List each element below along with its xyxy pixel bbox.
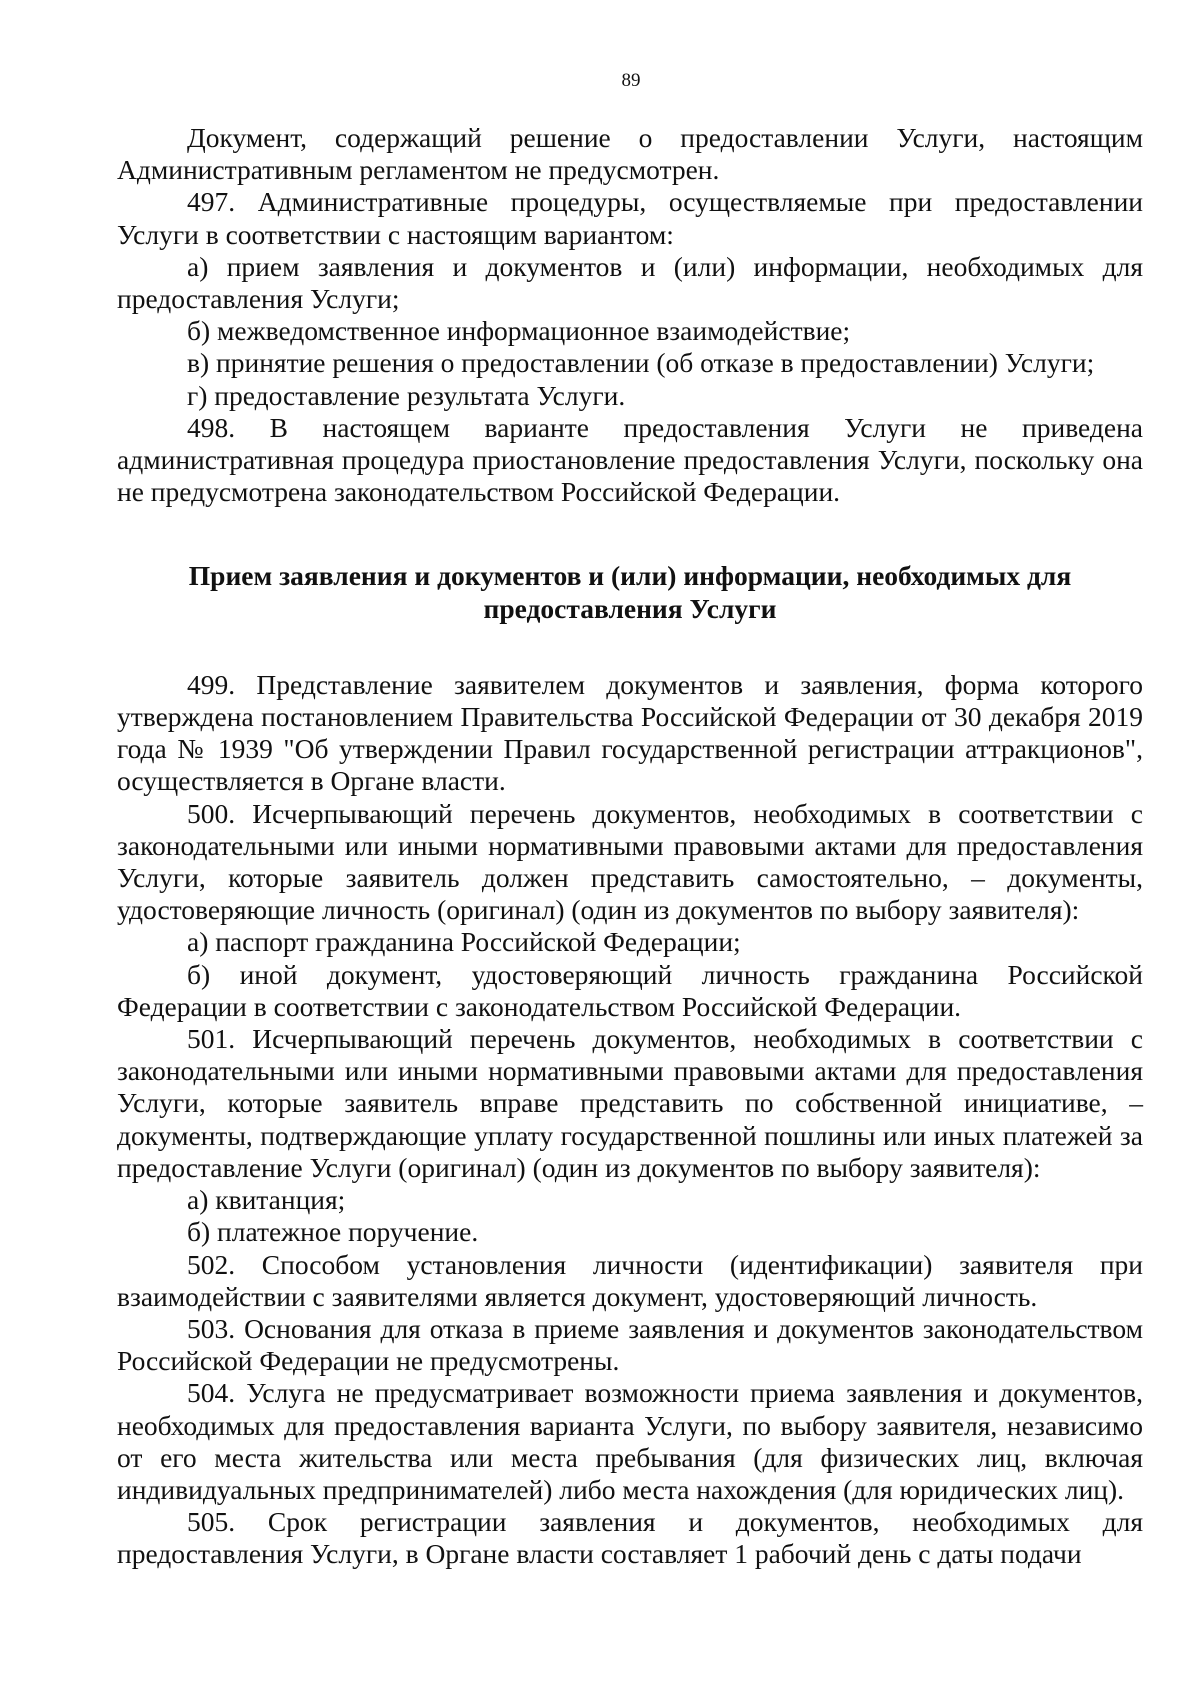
document-body: [117, 122, 1143, 1571]
paragraph: Документ, содержащий решение о предоставлении Услуги, настоящим Административным регламентом не предусмотрен.: [117, 122, 1143, 186]
paragraph: 501. Исчерпывающий перечень документов, необходимых в соответствии с законодательными или иными нормативными правовыми актами для предоставления Услуги, которые заявитель вправе представить по собственной инициативе, – документы, подтверждающие уплату государственной пошлины или иных платежей за предоставление Услуги (оригинал) (один из документов по выбору заявителя):: [117, 1023, 1143, 1183]
paragraph: 499. Представление заявителем документов и заявления, форма которого утверждена постановлением Правительства Российской Федерации от 30 декабря 2019 года № 1939 "Об утверждении Правил государственной регистрации аттракционов", осуществляется в Органе власти.: [117, 668, 1143, 797]
list-item: а) прием заявления и документов и (или) информации, необходимых для предоставления Услуги;: [117, 250, 1143, 315]
paragraph: 497. Административные процедуры, осуществляемые при предоставлении Услуги в соответствии с настоящим вариантом:: [117, 186, 1143, 250]
paragraph: 500. Исчерпывающий перечень документов, необходимых в соответствии с законодательными или иными нормативными правовыми актами для предоставления Услуги, которые заявитель должен представить самостоятельно, – документы, удостоверяющие личность (оригинал) (один из документов по выбору заявителя):: [117, 797, 1143, 926]
page-number: 89: [621, 70, 641, 91]
list-item: г) предоставление результата Услуги.: [187, 379, 626, 411]
paragraph: 505. Срок регистрации заявления и документов, необходимых для предоставления Услуги, в Органе власти составляет 1 рабочий день с даты подачи: [117, 1506, 1143, 1570]
list-item: б) платежное поручение.: [187, 1216, 479, 1248]
section-heading: Прием заявления и документов и (или) информации, необходимых для предоставления Услуги: [188, 560, 1072, 624]
paragraph: 504. Услуга не предусматривает возможности приема заявления и документов, необходимых для предоставления варианта Услуги, по выбору заявителя, независимо от его места жительства или места пребывания (для физических лиц, включая индивидуальных предпринимателей) либо места нахождения (для юридических лиц).: [117, 1377, 1143, 1505]
paragraph: 503. Основания для отказа в приеме заявления и документов законодательством Российской Федерации не предусмотрены.: [117, 1312, 1143, 1377]
list-item: в) принятие решения о предоставлении (об отказе в предоставлении) Услуги;: [187, 347, 1095, 379]
list-item: б) межведомственное информационное взаимодействие;: [187, 315, 851, 347]
paragraph: 502. Способом установления личности (идентификации) заявителя при взаимодействии с заявителями является документ, удостоверяющий личность.: [117, 1248, 1143, 1312]
list-item: а) паспорт гражданина Российской Федерации;: [187, 926, 741, 958]
list-item: б) иной документ, удостоверяющий личность гражданина Российской Федерации в соответствии с законодательством Российской Федерации.: [117, 958, 1143, 1022]
paragraph: 498. В настоящем варианте предоставления Услуги не приведена административная процедура приостановление предоставления Услуги, поскольку она не предусмотрена законодательством Российской Федерации.: [117, 411, 1143, 508]
list-item: а) квитанция;: [187, 1184, 346, 1216]
